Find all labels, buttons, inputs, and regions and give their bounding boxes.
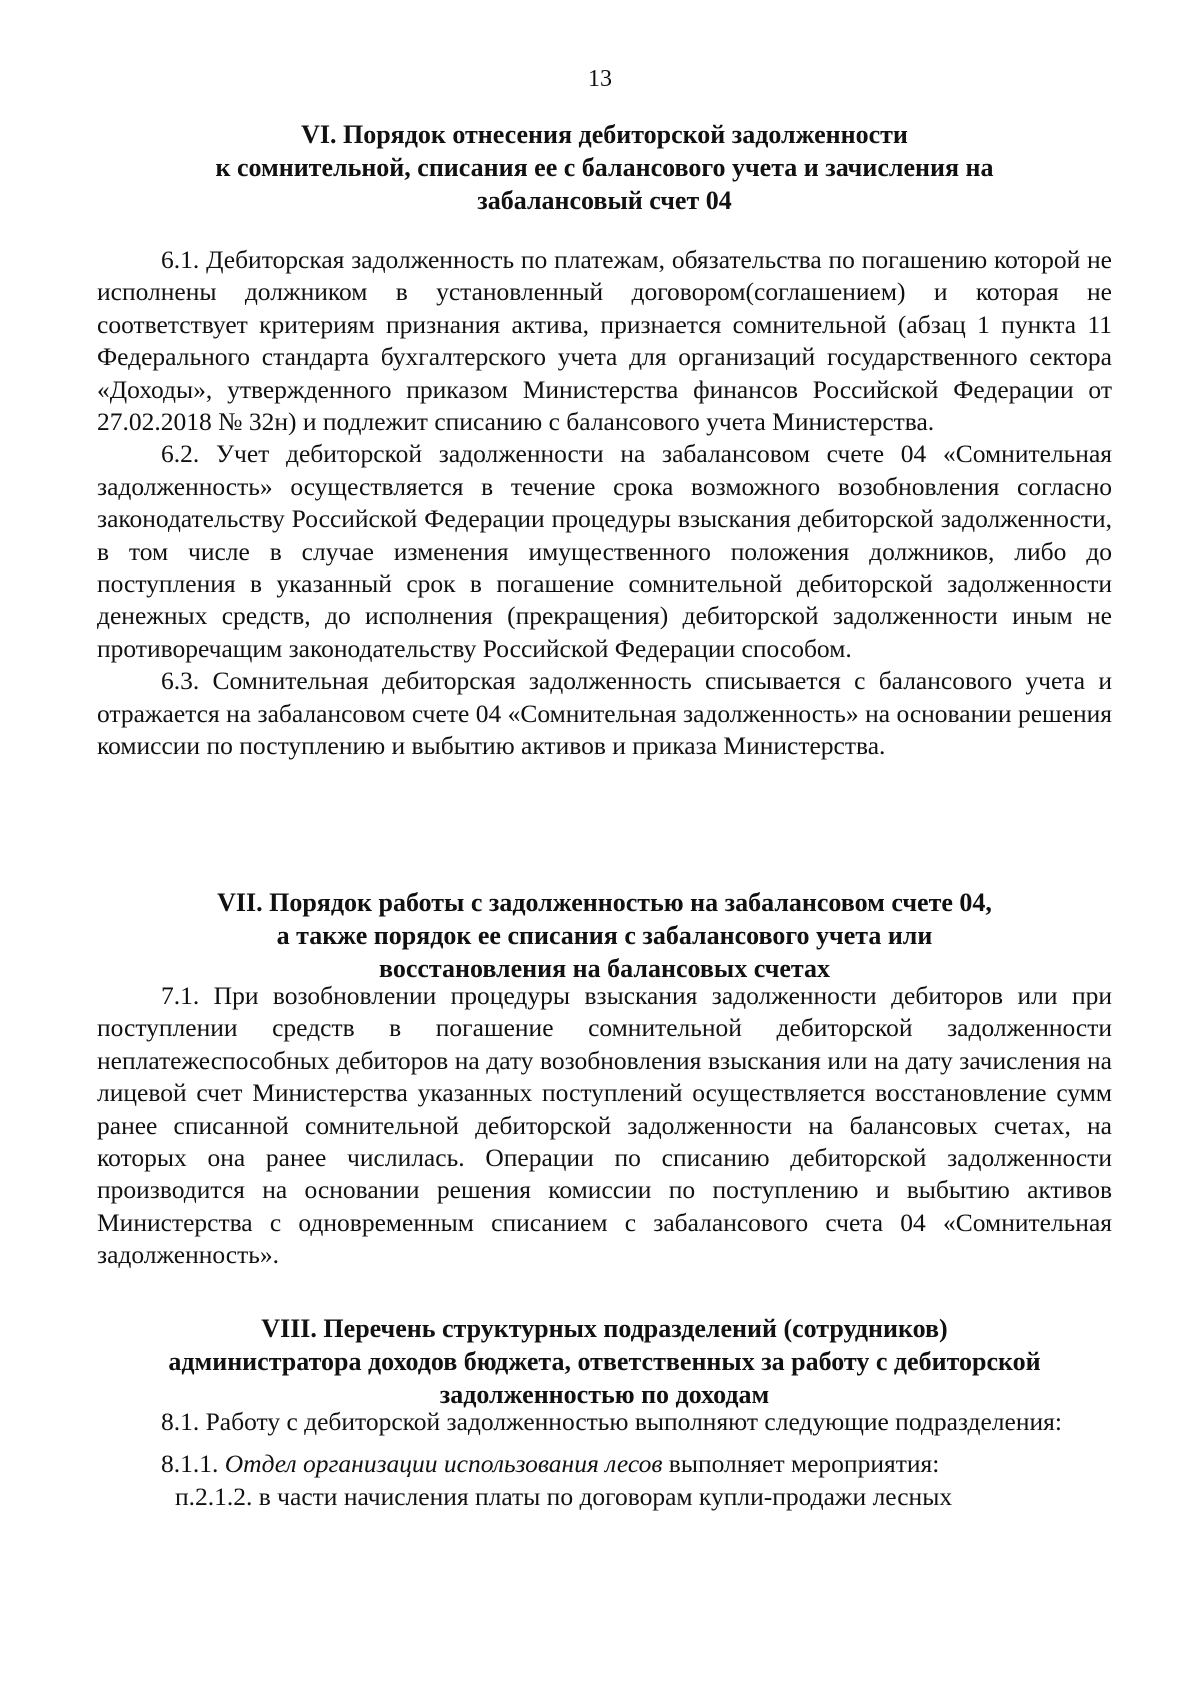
paragraph-6-2: 6.2. Учет дебиторской задолженности на забалансовом счете 04 «Сомнительная задолженность» осуществляется в течение срока возможного возобновления согласно законодательству Российской Федерации процедуры взыскания дебиторской задолженности, в том числе в случае изменения имущественного положения должников, либо до поступления в указанный срок в погашение сомнительной дебиторской задолженности денежных средств, до исполнения (прекращения) дебиторской задолженности иным не противоречащим законодательству Российской Федерации способом.	[97, 439, 1112, 663]
section-8-body	[97, 1406, 1112, 1513]
paragraph-7-1: 7.1. При возобновлении процедуры взыскания задолженности дебиторов или при поступлении средств в погашение сомнительной дебиторской задолженности неплатежеспособных дебиторов на дату возобновления взыскания или на дату зачисления на лицевой счет Министерства указанных поступлений осуществляется восстановление сумм ранее списанной сомнительной дебиторской задолженности на балансовых счетах, на которых она ранее числилась. Операции по списанию дебиторской задолженности производится на основании решения комиссии по поступлению и выбытию активов Министерства с одновременным списанием с забалансового счета 04 «Сомнительная задолженность».	[97, 981, 1112, 1270]
section-6-heading-line-1: VI. Порядок отнесения дебиторской задолженности	[301, 120, 908, 149]
section-6-body	[97, 244, 1112, 763]
section-8-heading	[97, 1312, 1112, 1411]
paragraph-2-1-2: п.2.1.2. в части начисления платы по договорам купли-продажи лесных	[175, 1481, 953, 1511]
section-7-heading-line-1: VII. Порядок работы с задолженностью на забалансовом счете 04,	[217, 888, 992, 917]
section-7-body	[97, 980, 1112, 1272]
department-name: Отдел организации использования лесов	[224, 1449, 663, 1479]
section-6-heading	[97, 118, 1112, 217]
section-8-heading-line-1: VIII. Перечень структурных подразделений (сотрудников)	[261, 1314, 948, 1343]
paragraph-8-1-1-number: 8.1.1.	[161, 1449, 225, 1479]
paragraph-6-1: 6.1. Дебиторская задолженность по платежам, обязательства по погашению которой не исполнены должником в установленный договором(соглашением) и которая не соответствует критериям признания актива, признается сомнительной (абзац 1 пункта 11 Федерального стандарта бухгалтерского учета для организаций государственного сектора «Доходы», утвержденного приказом Министерства финансов Российской Федерации от 27.02.2018 № 32н) и подлежит списанию с балансового учета Министерства.	[97, 245, 1112, 437]
section-8-heading-line-3: задолженностью по доходам	[439, 1380, 770, 1409]
page-number: 13	[588, 66, 612, 92]
section-7-heading-line-2: а также порядок ее списания с забалансового учета или	[276, 921, 933, 950]
section-6-heading-line-3: забалансовый счет 04	[477, 186, 732, 215]
section-6-heading-line-2: к сомнительной, списания ее с балансового учета и зачисления на	[215, 153, 994, 182]
section-7-heading-line-3: восстановления на балансовых счетах	[378, 954, 831, 983]
section-8-heading-line-2: администратора доходов бюджета, ответственных за работу с дебиторской	[168, 1347, 1041, 1376]
section-7-heading	[97, 886, 1112, 985]
paragraph-8-1-1	[97, 1448, 1112, 1480]
paragraph-8-1: 8.1. Работу с дебиторской задолженностью выполняют следующие подразделения:	[161, 1407, 1062, 1436]
paragraph-6-3: 6.3. Сомнительная дебиторская задолженность списывается с балансового учета и отражается на забалансовом счете 04 «Сомнительная задолженность» на основании решения комиссии по поступлению и выбытию активов и приказа Министерства.	[97, 666, 1112, 761]
paragraph-8-1-1-text: выполняет мероприятия:	[662, 1449, 940, 1479]
